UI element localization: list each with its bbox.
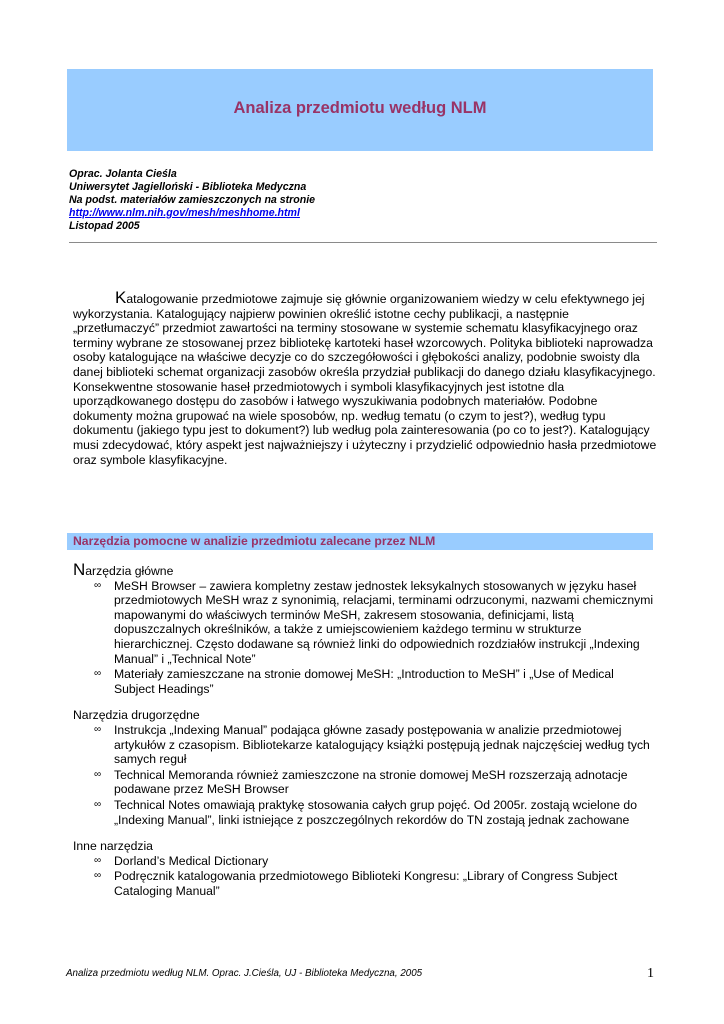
intro-text <box>73 288 657 467</box>
source-link[interactable]: http://www.nlm.nih.gov/mesh/meshhome.html <box>69 207 300 219</box>
tools-section <box>73 560 657 899</box>
infinity-bullet-icon: ∞ <box>94 768 102 780</box>
list-item: ∞ Podręcznik katalogowania przedmiotowego Biblioteki Kongresu: „Library of Congress Subject Cataloging Manual” <box>94 869 618 898</box>
section-heading: Narzędzia pomocne w analizie przedmiotu zalecane przez NLM <box>73 534 436 548</box>
infinity-bullet-icon: ∞ <box>94 668 102 680</box>
list-item: ∞ MeSH Browser – zawiera kompletny zestaw jednostek leksykalnych stosowanych w języku haseł przedmiotowych MeSH wraz z synonimią, relacjami, terminami odrzuconymi, nazwami chemicznymi mapowanymi do właściwych terminów MeSH, zakresem stosowania, definicjami, listą dopuszczalnych określników, a także z umiejscowieniem każdego terminu w strukturze hierarchicznej. Często dodawane są również linki do odpowiednich rozdziałów instrukcji „Indexing Manual” i „Technical Note” <box>94 578 654 666</box>
intro-paragraph-2: Konsekwentne stosowanie haseł przedmiotowych i symboli klasyfikacyjnych jest istotne dla uporządkowanego dostępu do zasobów i łatwego wyszukiwania podobnych materiałów. Podobne dokumenty można grupować na wiele sposobów, np. według tematu (o czym to jest?), według typu dokumentu (jakiego typu jest to dokument?) lub według pola zainteresowania (po co to jest?). Katalogujący musi zdecydować, który aspekt jest najważniejszy i użyteczny i przydzielić odpowiednio hasła przedmiotowe oraz symbole klasyfikacyjne. <box>73 379 657 467</box>
list-item: ∞ Technical Memoranda również zamieszczone na stronie domowej MeSH rozszerzają adnotacje podawane przez MeSH Browser <box>94 767 628 797</box>
list-item: ∞ Technical Notes omawiają praktykę stosowania całych grup pojęć. Od 2005r. zostają wcielone do „Indexing Manual”, linki istniejące z poszczególnych rekordów do TN zostają jednak zachowane <box>94 797 637 827</box>
divider <box>69 242 657 243</box>
list-item: ∞ Dorland’s Medical Dictionary <box>94 853 269 868</box>
drop-cap: K <box>115 288 127 307</box>
meta-date: Listopad 2005 <box>69 220 140 232</box>
infinity-bullet-icon: ∞ <box>94 854 102 866</box>
list-item: ∞ Instrukcja „Indexing Manual” podająca główne zasady postępowania w analizie przedmiotowej artykułów z czasopism. Bibliotekarze katalogujący książki postępują jednak najczęściej według tych samych reguł <box>94 722 650 767</box>
meta-source: Na podst. materiałów zamieszczonych na stronie <box>69 194 316 206</box>
list-secondary <box>73 723 657 827</box>
meta-author: Oprac. Jolanta Cieśla <box>69 168 177 180</box>
group-heading-other: Inne narzędzia <box>73 839 153 854</box>
list-other <box>73 854 657 899</box>
infinity-bullet-icon: ∞ <box>94 870 102 882</box>
page-number: 1 <box>647 966 654 981</box>
title-band <box>67 69 653 151</box>
group-heading-main: Narzędzia główne <box>73 560 174 579</box>
meta-institution: Uniwersytet Jagielloński - Biblioteka Medyczna <box>69 181 307 193</box>
infinity-bullet-icon: ∞ <box>94 723 102 735</box>
section-heading-bar <box>67 533 653 550</box>
list-main <box>73 579 657 697</box>
group-heading-secondary: Narzędzia drugorzędne <box>73 708 200 723</box>
infinity-bullet-icon: ∞ <box>94 579 102 591</box>
author-meta <box>69 168 315 233</box>
infinity-bullet-icon: ∞ <box>94 798 102 810</box>
intro-paragraph-1: Katalogowanie przedmiotowe zajmuje się głównie organizowaniem wiedzy w celu efektywnego jej wykorzystania. Katalogujący najpierw powinien określić istotne cechy publikacji, a następnie „przetłumaczyć” przedmiot zawartości na terminy stosowane w systemie schematu klasyfikacyjnego oraz terminy wybrane ze stosowanej przez bibliotekę kartoteki haseł wzorcowych. Polityka biblioteki naprowadza osoby katalogujące na właściwe decyzje co do szczegółowości i głębokości analizy, podobnie swoisty dla danej biblioteki schemat organizacji zasobów określa przydział publikacji do danego działu klasyfikacyjnego. <box>73 288 656 379</box>
footer-text: Analiza przedmiotu według NLM. Oprac. J.Cieśla, UJ - Biblioteka Medyczna, 2005 <box>66 968 423 979</box>
list-item: ∞ Materiały zamieszczane na stronie domowej MeSH: „Introduction to MeSH” i „Use of Medical Subject Headings” <box>94 667 614 696</box>
page-title: Analiza przedmiotu według NLM <box>233 99 487 117</box>
